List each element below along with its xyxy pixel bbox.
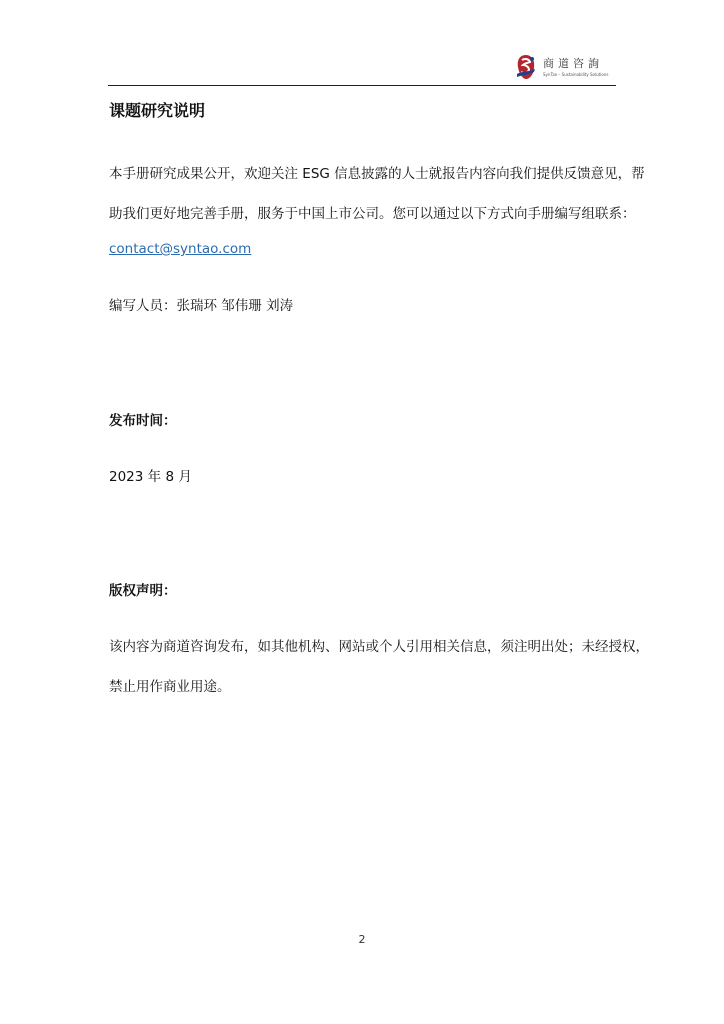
- contact-email-link[interactable]: contact@syntao.com: [109, 241, 252, 257]
- logo-text-en: SynTao – Sustainability Solutions: [543, 71, 609, 77]
- page-number: 2: [358, 933, 366, 946]
- authors-line: 编写人员：张瑞环 邹伟珊 刘涛: [109, 298, 294, 314]
- copyright-text-line-2: 禁止用作商业用途。: [109, 679, 231, 695]
- copyright-text-line-1: 该内容为商道咨询发布，如其他机构、网站或个人引用相关信息，须注明出处；未经授权，: [109, 639, 649, 655]
- intro-paragraph-line-2: 助我们更好地完善手册，服务于中国上市公司。您可以通过以下方式向手册编写组联系：: [109, 206, 636, 222]
- syntao-seal-icon: [514, 53, 538, 81]
- header-divider: [108, 85, 616, 86]
- publish-time-heading: 发布时间：: [109, 413, 177, 429]
- publish-date: 2023 年 8 月: [109, 469, 192, 485]
- intro-paragraph-line-1: 本手册研究成果公开，欢迎关注 ESG 信息披露的人士就报告内容向我们提供反馈意见，帮: [109, 166, 645, 182]
- syntao-logo: [514, 52, 608, 82]
- logo-text-cn: 商道咨詢: [543, 56, 603, 70]
- page-title: 课题研究说明: [109, 101, 206, 120]
- copyright-heading: 版权声明：: [109, 583, 177, 599]
